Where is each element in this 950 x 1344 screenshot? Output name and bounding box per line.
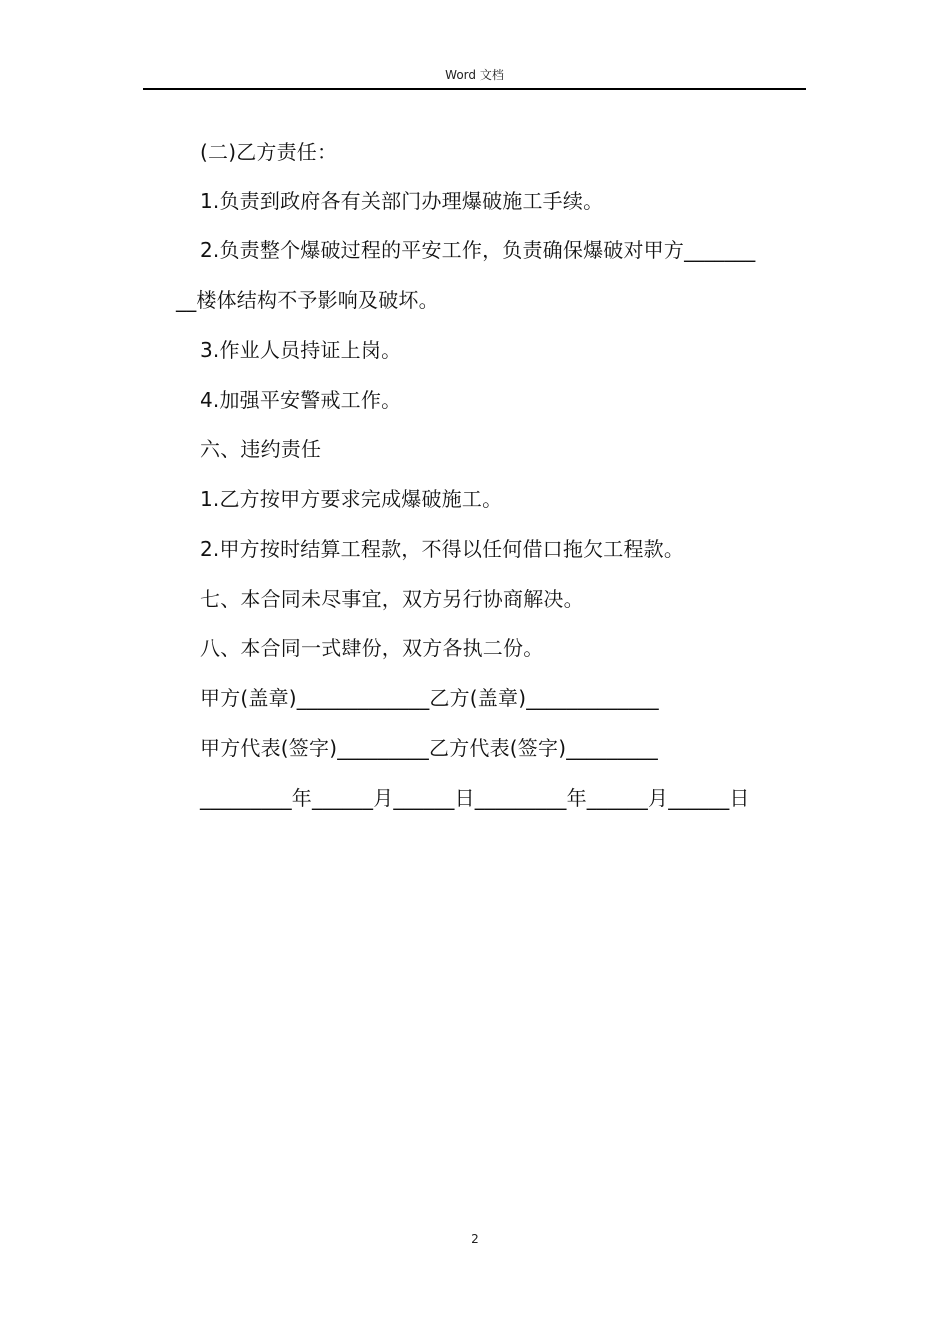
- party-b-item-1: 1.负责到政府各有关部门办理爆破施工手续。: [200, 189, 604, 213]
- breach-item-2: 2.甲方按时结算工程款，不得以任何借口拖欠工程款。: [200, 537, 685, 561]
- section-seven: 七、本合同未尽事宜，双方另行协商解决。: [200, 587, 584, 611]
- party-b-item-4: 4.加强平安警戒工作。: [200, 388, 402, 412]
- section-party-b-responsibility-heading: (二)乙方责任：: [200, 140, 338, 164]
- seal-line: 甲方(盖章)_____________乙方(盖章)_____________: [200, 686, 659, 710]
- signature-line: 甲方代表(签字)_________乙方代表(签字)_________: [200, 736, 659, 760]
- section-breach-heading: 六、违约责任: [200, 437, 322, 461]
- party-b-item-3: 3.作业人员持证上岗。: [200, 338, 402, 362]
- party-b-item-2-line-2: __楼体结构不予影响及破坏。: [176, 288, 439, 312]
- breach-item-1: 1.乙方按甲方要求完成爆破施工。: [200, 487, 503, 511]
- party-b-item-2-line-1: 2.负责整个爆破过程的平安工作，负责确保爆破对甲方_______: [200, 238, 756, 262]
- header-title: Word 文档: [445, 68, 504, 82]
- section-eight: 八、本合同一式肆份，双方各执二份。: [200, 636, 544, 660]
- page-number: 2: [471, 1232, 479, 1246]
- date-line: _________年______月______日_________年______月______日: [200, 786, 750, 810]
